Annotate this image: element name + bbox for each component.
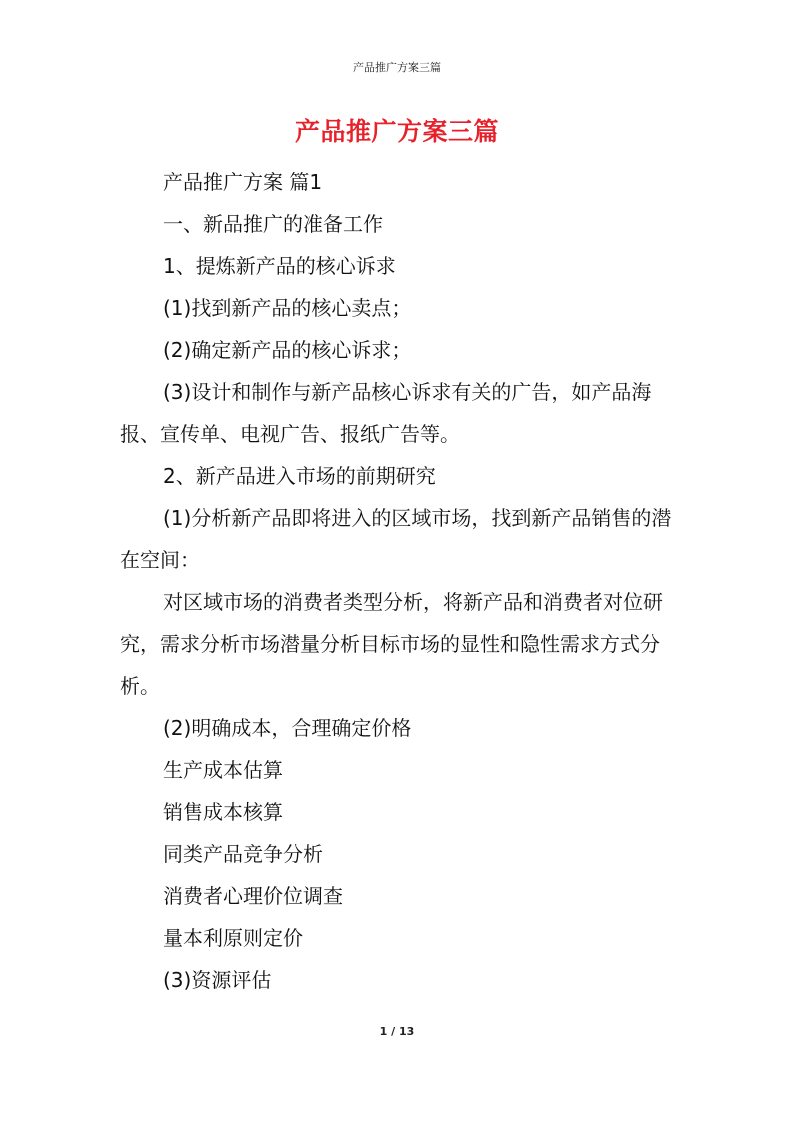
paragraph: 消费者心理价位调查	[163, 884, 343, 908]
document-body	[120, 161, 676, 1001]
paragraph: 生产成本估算	[163, 758, 283, 782]
running-header: 产品推广方案三篇	[353, 61, 441, 74]
paragraph: 产品推广方案 篇1	[163, 170, 323, 194]
page-number: 1 / 13	[379, 1025, 415, 1038]
paragraph: 销售成本核算	[163, 800, 283, 824]
paragraph: 对区域市场的消费者类型分析，将新产品和消费者对位研究，需求分析市场潜量分析目标市场的显性和隐性需求方式分析。	[120, 590, 663, 698]
paragraph: (2)明确成本，合理确定价格	[163, 716, 412, 740]
paragraph: 2、新产品进入市场的前期研究	[163, 464, 436, 488]
paragraph: (3)设计和制作与新产品核心诉求有关的广告，如产品海报、宣传单、电视广告、报纸广告等。	[120, 380, 652, 446]
paragraph: 1、提炼新产品的核心诉求	[163, 254, 396, 278]
document-title: 产品推广方案三篇	[294, 117, 499, 146]
paragraph: (1)分析新产品即将进入的区域市场，找到新产品销售的潜在空间：	[120, 506, 672, 572]
paragraph: (1)找到新产品的核心卖点；	[163, 296, 412, 320]
paragraph: 同类产品竞争分析	[163, 842, 323, 866]
paragraph: (3)资源评估	[163, 968, 272, 992]
paragraph: (2)确定新产品的核心诉求；	[163, 338, 412, 362]
paragraph: 一、新品推广的准备工作	[163, 212, 383, 236]
paragraph: 量本利原则定价	[163, 926, 303, 950]
